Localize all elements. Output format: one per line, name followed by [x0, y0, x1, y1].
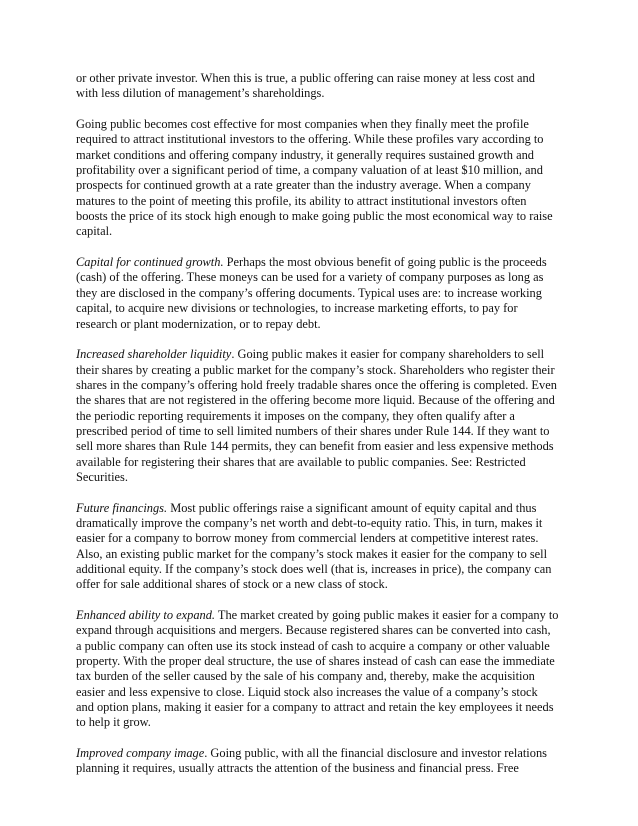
paragraph-lead-heading: Capital for continued growth. [76, 255, 224, 270]
paragraph [76, 71, 568, 102]
text-line [76, 562, 568, 577]
paragraph-lead-heading: Increased shareholder liquidity [76, 347, 232, 362]
line-text: . Going public, with all the financial disclosure and investor relations [204, 746, 547, 761]
line-text: the periodic reporting requirements it imposes on the company, they often qualify after a [76, 408, 515, 423]
text-line [76, 470, 568, 485]
text-line [76, 393, 568, 408]
text-line [76, 424, 568, 439]
text-line [76, 163, 568, 178]
text-line [76, 178, 568, 193]
line-text: capital. [76, 224, 113, 239]
line-text: . Going public makes it easier for company shareholders to sell [231, 347, 545, 362]
line-text: the shares that are not registered in the offering become more liquid. Because of the offering and [76, 393, 555, 408]
line-text: boosts the price of its stock high enough to make going public the most economical way to raise [76, 209, 553, 224]
text-line [76, 608, 568, 623]
text-line [76, 455, 568, 470]
text-line [76, 194, 568, 209]
text-line [76, 86, 568, 101]
text-line [76, 209, 568, 224]
text-line [76, 654, 568, 669]
line-text: The market created by going public makes it easier for a company to [215, 608, 559, 623]
text-line [76, 685, 568, 700]
line-text: offer for sale additional shares of stock or a new class of stock. [76, 577, 388, 592]
line-text: Most public offerings raise a significant amount of equity capital and thus [167, 500, 537, 515]
line-text: prospects for continued growth at a rate greater than the industry average. When a company [76, 178, 531, 193]
line-text: easier and less expensive to close. Liquid stock also increases the value of a company’s stock [76, 684, 538, 699]
text-line [76, 117, 568, 132]
paragraph-lead-heading: Enhanced ability to expand. [76, 608, 216, 623]
line-text: shares in the company’s offering hold freely tradable shares once the offering is completed. Even [76, 377, 557, 392]
line-text: and option plans, making it easier for a company to attract and retain the key employees it needs [76, 700, 554, 715]
paragraph [76, 347, 568, 485]
line-text: prescribed period of time to sell limited numbers of their shares under Rule 144. If they want to [76, 423, 550, 438]
text-line [76, 270, 568, 285]
line-text: their shares by creating a public market for the company’s stock. Shareholders who register their [76, 362, 555, 377]
line-text: sell more shares than Rule 144 permits, they can benefit from easier and less expensive methods [76, 439, 554, 454]
line-text: easier for a company to borrow money from commercial lenders at competitive interest rates. [76, 531, 539, 546]
line-text: profitability over a significant period of time, a company valuation of at least $10 million, and [76, 163, 543, 178]
text-line [76, 255, 568, 270]
text-line [76, 363, 568, 378]
line-text: available for registering their shares that are available to public companies. See: Restricted [76, 454, 526, 469]
document-body [76, 71, 568, 792]
line-text: with less dilution of management’s shareholdings. [76, 86, 325, 101]
line-text: (cash) of the offering. These moneys can be used for a variety of company purposes as long as [76, 270, 544, 285]
line-text: capital, to acquire new divisions or technologies, to increase marketing efforts, to pay for [76, 301, 518, 316]
text-line [76, 547, 568, 562]
paragraph [76, 746, 568, 777]
text-line [76, 700, 568, 715]
paragraph-lead-heading: Improved company image [76, 746, 205, 761]
paragraph [76, 608, 568, 731]
line-text: planning it requires, usually attracts the attention of the business and financial press. Free [76, 761, 519, 776]
line-text: expand through acquisitions and mergers. Because registered shares can be converted into cash, [76, 623, 551, 638]
paragraph-lead-heading: Future financings. [76, 500, 168, 515]
paragraph [76, 117, 568, 240]
text-line [76, 148, 568, 163]
text-line [76, 378, 568, 393]
text-line [76, 715, 568, 730]
line-text: a public company can often use its stock instead of cash to acquire a company or other valuable [76, 638, 550, 653]
line-text: they are disclosed in the company’s offering documents. Typical uses are: to increase working [76, 285, 542, 300]
line-text: Securities. [76, 469, 128, 484]
line-text: Also, an existing public market for the company’s stock makes it easier for the company to sell [76, 546, 548, 561]
line-text: market conditions and offering company industry, it generally requires sustained growth and [76, 147, 534, 162]
text-line [76, 286, 568, 301]
line-text: required to attract institutional investors to the offering. While these profiles vary according to [76, 132, 544, 147]
line-text: tax burden of the seller caused by the sale of his company and, thereby, make the acquisition [76, 669, 535, 684]
paragraph [76, 255, 568, 332]
line-text: dramatically improve the company’s net worth and debt-to-equity ratio. This, in turn, makes it [76, 515, 543, 530]
line-text: matures to the point of meeting this profile, its ability to attract institutional investors often [76, 193, 527, 208]
text-line [76, 132, 568, 147]
text-line [76, 501, 568, 516]
text-line [76, 623, 568, 638]
paragraph [76, 501, 568, 593]
text-line [76, 531, 568, 546]
text-line [76, 761, 568, 776]
text-line [76, 317, 568, 332]
line-text: Going public becomes cost effective for most companies when they finally meet the profile [76, 117, 529, 132]
text-line [76, 577, 568, 592]
text-line [76, 669, 568, 684]
text-line [76, 516, 568, 531]
line-text: additional equity. If the company’s stock does well (that is, increases in price), the company can [76, 562, 552, 576]
text-line [76, 224, 568, 239]
line-text: property. With the proper deal structure, the use of shares instead of cash can ease the immediate [76, 654, 555, 669]
line-text: to help it grow. [76, 715, 151, 730]
text-line [76, 639, 568, 654]
text-line [76, 439, 568, 454]
text-line [76, 71, 568, 86]
line-text: Perhaps the most obvious benefit of going public is the proceeds [223, 255, 547, 270]
text-line [76, 301, 568, 316]
line-text: research or plant modernization, or to repay debt. [76, 316, 321, 331]
line-text: or other private investor. When this is true, a public offering can raise money at less cost and [76, 71, 535, 85]
text-line [76, 409, 568, 424]
text-line [76, 347, 568, 362]
text-line [76, 746, 568, 761]
